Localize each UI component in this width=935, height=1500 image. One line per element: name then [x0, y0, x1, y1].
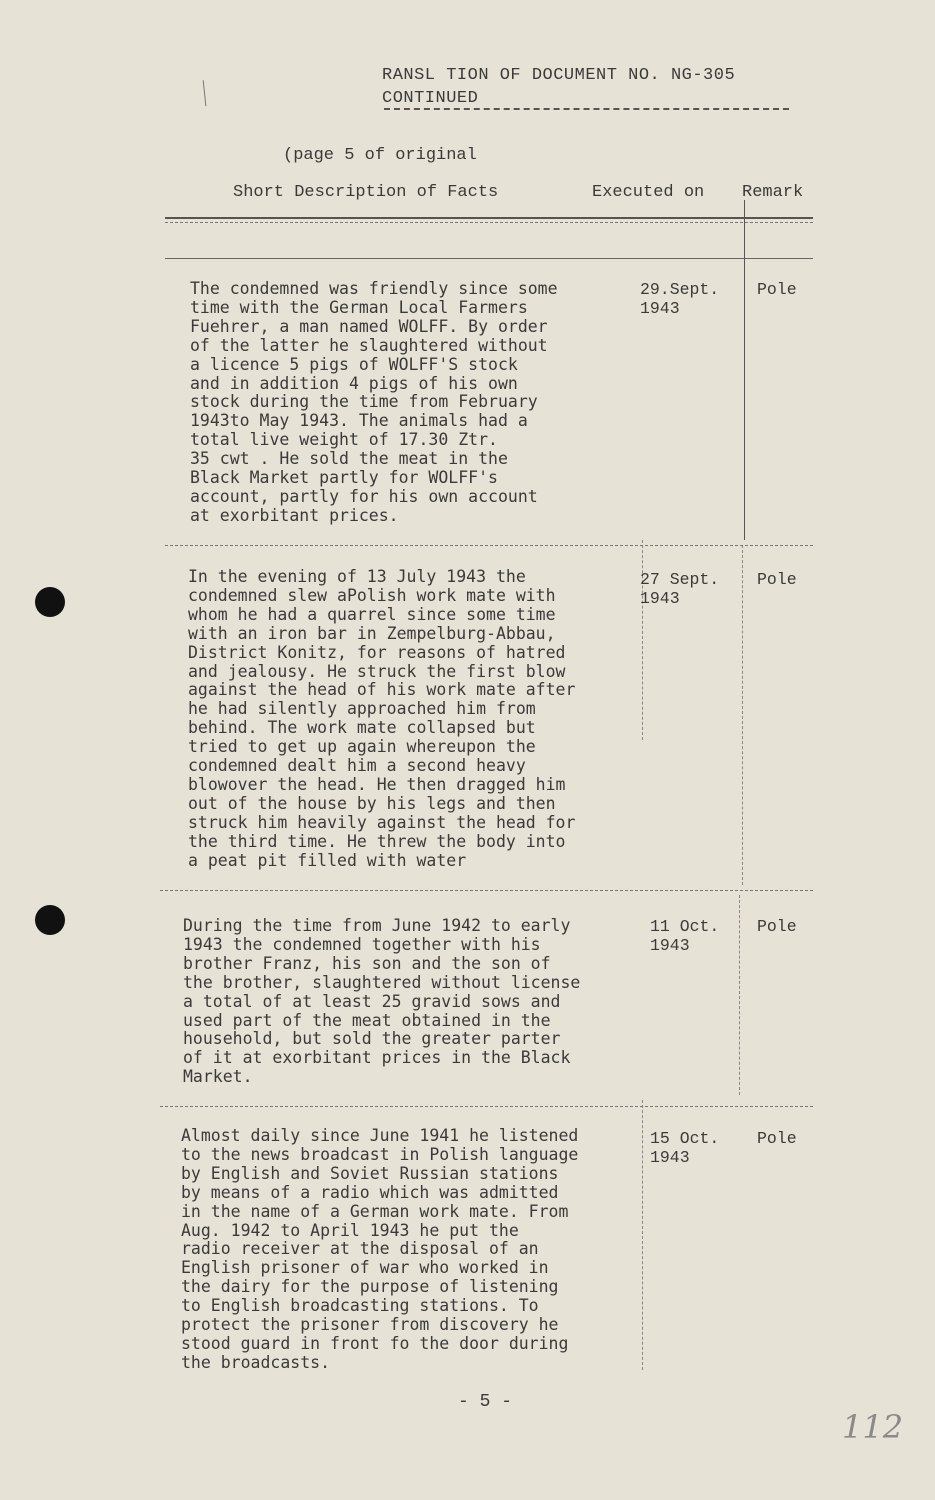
title-underline [384, 108, 789, 110]
column-divider [739, 895, 740, 1095]
entry-2-remark: Pole [757, 570, 797, 589]
continued-label: CONTINUED [382, 89, 479, 108]
entry-4-executed: 15 Oct. 1943 [650, 1129, 720, 1167]
entry-2-facts: In the evening of 13 July 1943 the condemned slew aPolish work mate with whom he had a quarrel since some time with an iron bar in Zempelburg-Abbau, District Konitz, for reasons of hatred and jealousy. He struck the first blow against the head of his work mate after he had silently approached him from behind. The work mate collapsed but tried to get up again whereupon the condemned dealt him a second heavy blowover the head. He then dragged him out of the house by his legs and then struck him heavily against the head for the third time. He threw the body into a peat pit filled with water [188, 567, 576, 870]
column-header-facts: Short Description of Facts [233, 183, 499, 202]
entry-4-facts: Almost daily since June 1941 he listened to the news broadcast in Polish language by English and Soviet Russian stations by means of a radio which was admitted in the name of a German work mate. From Aug. 1942 to April 1943 he put the radio receiver at the disposal of an English prisoner of war who worked in the dairy for the purpose of listening to English broadcasting stations. To protect the prisoner from discovery he stood guard in front fo the door during the broadcasts. [181, 1126, 579, 1372]
entry-3-remark: Pole [757, 917, 797, 936]
page-number: - 5 - [458, 1392, 513, 1412]
archive-number: 112 [842, 1408, 904, 1446]
column-divider [744, 200, 745, 540]
header-rule-dashed [165, 222, 813, 223]
column-divider [642, 1100, 643, 1370]
pencil-mark [203, 80, 209, 106]
entry-1-remark: Pole [757, 280, 797, 299]
column-divider [742, 545, 743, 885]
entry-3-executed: 11 Oct. 1943 [650, 917, 720, 955]
column-header-remark: Remark [742, 183, 804, 202]
entry-1-facts: The condemned was friendly since some time with the German Local Farmers Fuehrer, a man named WOLFF. By order of the latter he slaughtered without a licence 5 pigs of WOLFF'S stock and in addition 4 pigs of his own stock during the time from February 1943to May 1943. The animals had a total live weight of 17.30 Ztr. 35 cwt . He sold the meat in the Black Market partly for WOLFF's account, partly for his own account at exorbitant prices. [190, 279, 558, 525]
document-title: RANSL TION OF DOCUMENT NO. NG-305 [382, 66, 736, 85]
entry-1-executed: 29.Sept. 1943 [640, 280, 720, 318]
punch-hole [35, 587, 65, 617]
column-header-executed: Executed on [592, 183, 705, 202]
row-separator [160, 1106, 813, 1107]
punch-hole [35, 905, 65, 935]
entry-3-facts: During the time from June 1942 to early 1943 the condemned together with his brother Franz, his son and the son of the brother, slaughtered without license a total of at least 25 gravid sows and used part of the meat obtained in the household, but sold the greater parter of it at exorbitant prices in the Black Market. [183, 916, 581, 1087]
entry-4-remark: Pole [757, 1129, 797, 1148]
header-rule [165, 217, 813, 219]
entry-2-executed: 27 Sept. 1943 [640, 570, 720, 608]
row-separator [165, 258, 813, 259]
row-separator [160, 890, 813, 891]
page-of-original: (page 5 of original [283, 146, 477, 165]
row-separator [165, 545, 813, 546]
